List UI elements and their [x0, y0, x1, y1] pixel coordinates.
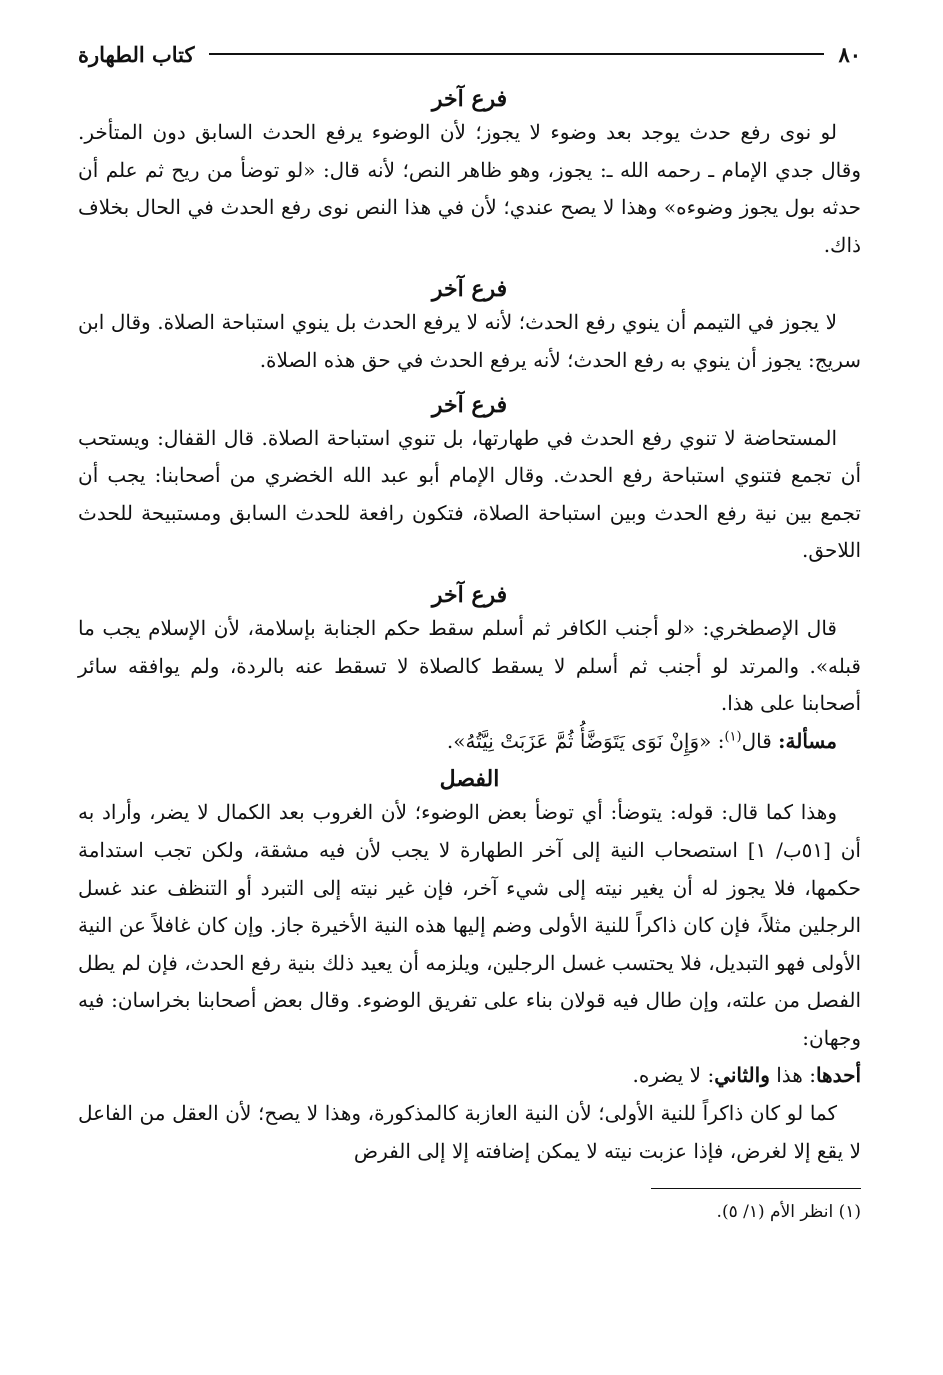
section-heading-2: فرع آخر — [431, 276, 508, 303]
fasl-paragraph-2: كما لو كان ذاكراً للنية الأولى؛ لأن النية العازبة كالمذكورة، وهذا لا يصح؛ لأن العقل من الفاعل لا يقع إلا لغرض، فإذا عزبت نيته لا يمكن إضافته إلا إلى الفرض — [78, 1101, 861, 1163]
masala-quote: : «وَإِنْ نَوَى يَتَوَضَّأُ ثُمَّ عَزَبَتْ نِيَّتُهُ». — [446, 728, 725, 753]
opinion-first-text: : هذا — [769, 1063, 816, 1088]
masala-line — [78, 723, 861, 761]
footnote-separator — [651, 1188, 861, 1189]
fasl-paragraph-1: وهذا كما قال: قوله: يتوضأ: أي توضأ بعض الوضوء؛ لأن الغروب بعد الكمال لا يضر، وأراد به أن [٥١ب/ ١] استصحاب النية إلى آخر الطهارة لا يجب لأن فيه مشقة، ولكن تجب استدامة حكمها، فلا يجوز له أن يغير نيته إلى شيء آخر، فإن غير نيته إلى التبرد أو التنظف عند غسل الرجلين مثلاً، فإن كان ذاكراً للنية الأولى وضم إليها هذه النية الأخيرة جاز. وإن كان غافلاً عن النية الأولى فهو التبديل، فلا يحتسب غسل الرجلين، ويلزمه أن يعيد ذلك بنية رفع الحدث، فإن لم يطل الفصل من علته، وإن طال فيه قولان بناء على تفريق الوضوء. وقال بعض أصحابنا بخراسان: فيه وجهان: — [78, 800, 861, 1050]
section-text-3: المستحاضة لا تنوي رفع الحدث في طهارتها، بل تنوي استباحة الصلاة. قال القفال: ويستحب أن تجمع فتنوي استباحة رفع الحدث. وقال الإمام أبو عبد الله الخضري من أصحابنا: يجب أن تجمع بين نية رفع الحدث وبين استباحة الصلاة، فتكون رافعة للحدث السابق ومستبيحة للحدث اللاحق. — [78, 425, 861, 563]
section-text-2: لا يجوز في التيمم أن ينوي رفع الحدث؛ لأنه لا يرفع الحدث بل ينوي استباحة الصلاة. وقال ابن سريج: يجوز أن ينوي به رفع الحدث؛ لأنه يرفع الحدث في حق هذه الصلاة. — [78, 310, 861, 372]
footnote-reference: (١) — [724, 729, 742, 745]
running-header — [78, 34, 861, 74]
section-heading-4: فرع آخر — [431, 581, 508, 608]
section-text-1: لو نوى رفع حدث يوجد بعد وضوء لا يجوز؛ لأن الوضوء يرفع الحدث السابق دون المتأخر. وقال جدي الإمام ـ رحمه الله ـ: يجوز، وهو ظاهر النص؛ لأنه قال: «لو توضأ من ريح ثم علم أن حدثه بول يجوز وضوءه» وهذا لا يصح عندي؛ لأن في هذا النص نوى رفع الحدث في الحال بخلاف ذاك. — [78, 120, 861, 257]
page-number: ٨٠ — [838, 41, 861, 67]
fasl-heading: الفصل — [439, 766, 500, 793]
section-text-4: قال الإصطخري: «لو أجنب الكافر ثم أسلم سقط حكم الجنابة بإسلامة، لأن الإسلام يجب ما قبله». والمرتد لو أجنب ثم أسلم لا يسقط كالصلاة لا تسقط عنه بالردة، ولم يوافقه سائر أصحابنا على هذا. — [78, 615, 861, 716]
opinion-second-label: والثاني — [714, 1063, 770, 1088]
masala-label: مسألة: — [778, 728, 837, 753]
section-heading-3: فرع آخر — [431, 391, 508, 418]
opinion-second-text: : لا يضره. — [632, 1063, 715, 1088]
header-rule — [209, 53, 825, 55]
masala-pre: قال — [741, 728, 772, 753]
opinion-first-label: أحدها — [815, 1063, 861, 1088]
book-title: كتاب الطهارة — [78, 41, 195, 67]
section-heading-1: فرع آخر — [431, 86, 508, 112]
footnote: (١) انظر الأم (١/ ٥). — [716, 1202, 861, 1223]
fasl-opinions-line — [78, 1057, 861, 1095]
